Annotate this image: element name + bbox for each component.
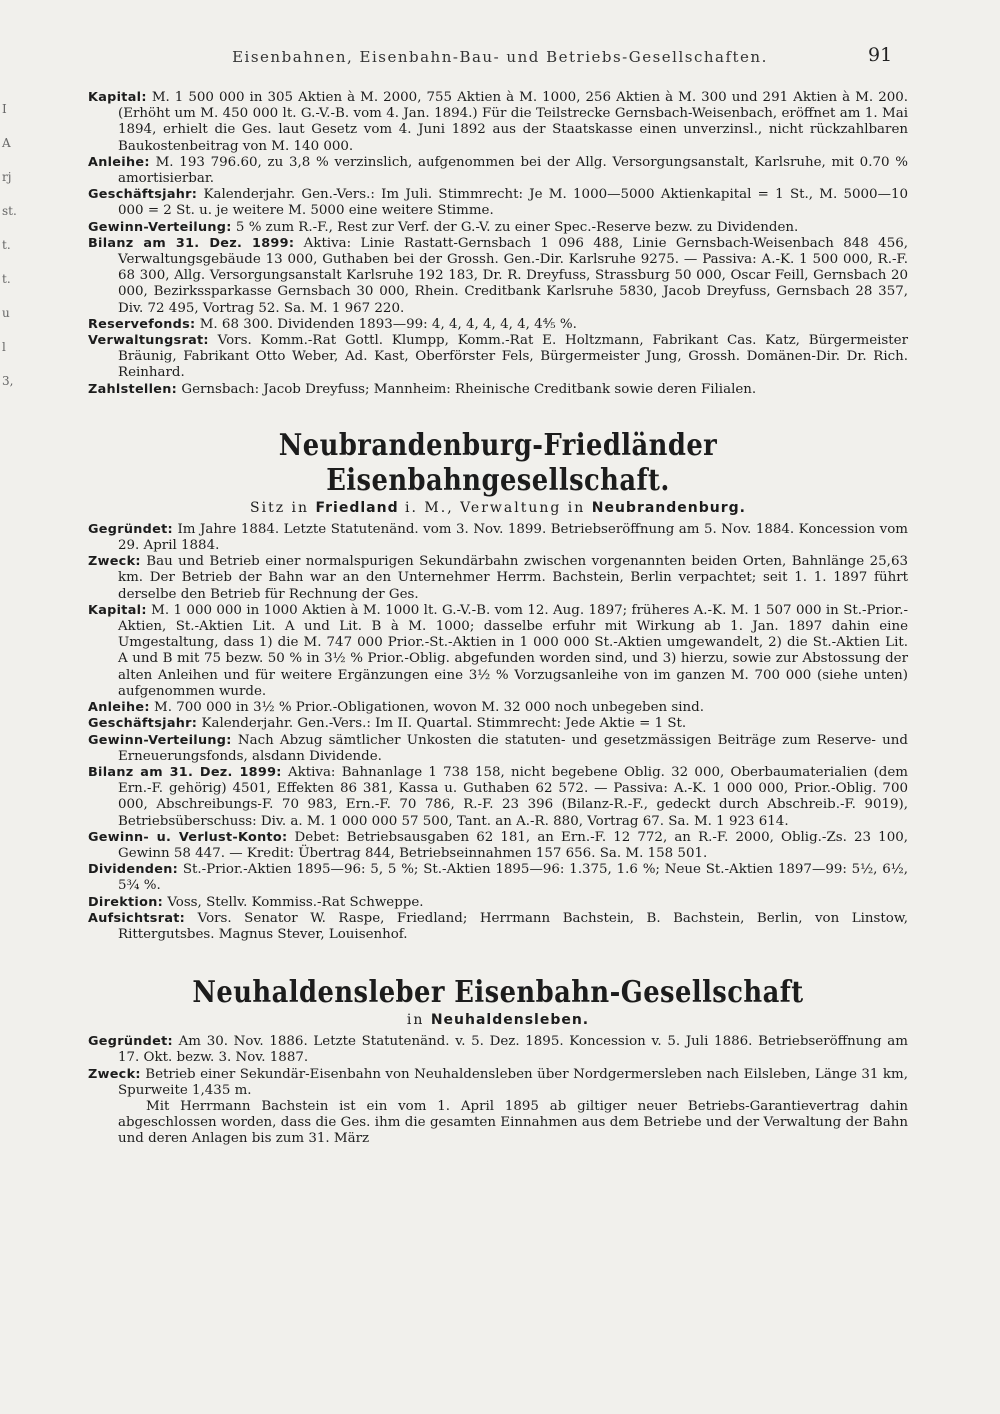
company-title: Neuhaldensleber Eisenbahn-Gesellschaft bbox=[192, 975, 804, 1011]
entry-text: Aktiva: Linie Rastatt-Gernsbach 1 096 488, Linie Gernsbach-Weisenbach 848 456, Verwaltungsgebäude 13 000, Guthaben bei der Grossh. Gen.-Dir. Karlsruhe 9275. — Passiva: A.-K. 1 500 000, R.-F. 68 300, Allg. Versorgungsanstalt Karlsruhe 192 183, Dr. R. Dreyfuss, Strassburg 50 000, Oscar Feill, Gernsbach 20 000, Bezirkssparkasse Gernsbach 30 000, Rhein. Creditbank Karlsruhe 5830, Jacob Dreyfuss, Gernsbach 28 357, Div. 72 495, Vortrag 52. Sa. M. 1 967 220. bbox=[118, 235, 908, 316]
entry-text: M. 1 500 000 in 305 Aktien à M. 2000, 755 Aktien à M. 1000, 256 Aktien à M. 300 und 291 Aktien à M. 200. (Erhöht um M. 450 000 lt. G.-V.-B. vom 4. Jan. 1894.) Für die Teilstrecke Gernsbach-Weisenbach, eröffnet am 1. Mai 1894, erhielt die Ges. laut Gesetz vom 4. Juni 1892 aus der Staatskasse einen unverzinsl., nicht rückzahlbaren Baukostenbeitrag von M. 140 000. bbox=[118, 90, 909, 154]
entry-text: Bau und Betrieb einer normalspurigen Sekundärbahn zwischen vorgenannten beiden Orten, Bahnlänge 25,63 km. Der Betrieb der Bahn war an den Unternehmer Herrm. Bachstein, Berlin verpachtet; seit 1. 1. 1897 führt derselbe den Betrieb für Rechnung der Ges. bbox=[118, 554, 908, 602]
entry-zweck bbox=[88, 1067, 908, 1099]
entry-dividenden bbox=[88, 862, 908, 894]
entry-gewinn-verlust-konto bbox=[88, 830, 908, 862]
entry-bilanz bbox=[88, 236, 908, 317]
entry-label: Gegründet: bbox=[88, 1034, 173, 1050]
entry-label: Geschäftsjahr: bbox=[88, 716, 198, 732]
margin-fragment: t. bbox=[2, 238, 11, 252]
margin-fragment: I bbox=[2, 102, 7, 116]
entry-text: Gernsbach: Jacob Dreyfuss; Mannheim: Rheinische Creditbank sowie deren Filialen. bbox=[181, 381, 757, 397]
entry-gegruendet bbox=[88, 522, 908, 554]
entry-label: Bilanz am 31. Dez. 1899: bbox=[88, 235, 295, 251]
body-paragraph: Mit Herrmann Bachstein ist ein vom 1. April 1895 ab giltiger neuer Betriebs-Garantievertrag dahin abgeschlossen worden, dass die Ges. ihm die gesamten Einnahmen aus dem Betriebe und der Verwaltung der Bahn und deren Anlagen bis zum 31. März bbox=[118, 1098, 908, 1147]
entry-direktion bbox=[88, 895, 908, 911]
margin-fragment: A bbox=[2, 136, 11, 150]
entry-label: Kapital: bbox=[88, 90, 147, 105]
entry-geschaeftsjahr bbox=[88, 187, 908, 219]
entry-text: Kalenderjahr. Gen.-Vers.: Im Juli. Stimmrecht: Je M. 1000—5000 Aktienkapital = 1 St., M. 5000—10 000 = 2 St. u. je weitere M. 5000 eine weitere Stimme. bbox=[118, 187, 908, 219]
entry-text: Vors. Komm.-Rat Gottl. Klumpp, Komm.-Rat E. Holtzmann, Fabrikant Cas. Katz, Bürgermeister Bräunig, Fabrikant Otto Weber, Ad. Kast, Oberförster Fels, Bürgermeister Jung, Grossh. Domänen-Dir. Dr. Rich. Reinhard. bbox=[118, 333, 908, 381]
entry-label: Aufsichtsrat: bbox=[88, 910, 186, 926]
entry-aufsichtsrat bbox=[88, 911, 908, 943]
entry-gewinn-verteilung bbox=[88, 220, 908, 236]
subtitle-middle: i. M., Verwaltung in bbox=[405, 499, 586, 516]
entry-text: Voss, Stellv. Kommiss.-Rat Schweppe. bbox=[167, 894, 424, 910]
entry-text: Debet: Betriebsausgaben 62 181, an Ern.-F. 12 772, an R.-F. 2000, Oblig.-Zs. 23 100, Gewinn 58 447. — Kredit: Übertrag 844, Betriebseinnahmen 157 656. Sa. M. 158 501. bbox=[118, 829, 908, 861]
section-neubrandenburg-friedlaender bbox=[88, 428, 908, 943]
entry-zweck bbox=[88, 554, 908, 603]
entry-label: Geschäftsjahr: bbox=[88, 187, 198, 203]
page-content bbox=[88, 90, 908, 1148]
entry-anleihe bbox=[88, 155, 908, 187]
entry-label: Gewinn-Verteilung: bbox=[88, 732, 232, 748]
subtitle-prefix: Sitz in bbox=[250, 499, 310, 516]
page-number: 91 bbox=[868, 44, 893, 66]
margin-fragment: 3, bbox=[2, 374, 14, 388]
entry-reservefonds bbox=[88, 317, 908, 333]
entry-text: M. 193 796.60, zu 3,8 % verzinslich, aufgenommen bei der Allg. Versorgungsanstalt, Karlsruhe, mit 0.70 % amortisierbar. bbox=[118, 154, 908, 187]
margin-fragment: t. bbox=[2, 272, 11, 286]
entry-text: Betrieb einer Sekundär-Eisenbahn von Neuhaldensleben über Nordgermersleben nach Eilsleben, Länge 31 km, Spurweite 1,435 m. bbox=[118, 1066, 908, 1098]
entry-label: Reservefonds: bbox=[88, 316, 196, 332]
entry-text: Aktiva: Bahnanlage 1 738 158, nicht begebene Oblig. 32 000, Oberbaumaterialien (dem Ern.-F. gehörig) 4501, Effekten 86 381, Kassa u. Guthaben 62 572. — Passiva: A.-K. 1 000 000, Prior.-Oblig. 700 000, Abschreibungs-F. 70 983, Ern.-F. 70 786, R.-F. 23 396 (Bilanz-R.-F., gedeckt durch Abschreib.-F. 9019), Betriebsüberschuss: Div. a. M. 1 000 000 57 500, Tant. an A.-R. 880, Vortrag 67. Sa. M. 1 923 614. bbox=[118, 764, 908, 829]
entry-label: Dividenden: bbox=[88, 862, 179, 878]
section-continued-company bbox=[88, 90, 908, 398]
subtitle-prefix: in bbox=[406, 1012, 425, 1029]
margin-fragments bbox=[2, 92, 16, 398]
entry-text: Nach Abzug sämtlicher Unkosten die statuten- und gesetzmässigen Beiträge zum Reserve- und Erneuerungsfonds, alsdann Dividende. bbox=[118, 732, 908, 764]
entry-text: M. 1 000 000 in 1000 Aktien à M. 1000 lt. G.-V.-B. vom 12. Aug. 1897; früheres A.-K. M. 1 507 000 in St.-Prior.-Aktien, St.-Aktien Lit. A und Lit. B à M. 1000; dasselbe erfuhr mit Wirkung ab 1. Jan. 1897 dahin eine Umgestaltung, dass 1) die M. 747 000 Prior.-St.-Aktien in 1 000 000 St.-Aktien umgewandelt, 2) die St.-Aktien Lit. A und B mit 75 bezw. 50 % in 3½ % Prior.-Oblig. abgefunden worden sind, und 3) hierzu, sowie zur Abstossung der alten Anleihen und für weitere Ergänzungen eine 3½ % Vorzugsanleihe von im ganzen M. 700 000 (siehe unten) aufgenommen wurde. bbox=[118, 602, 908, 699]
margin-fragment: l bbox=[2, 340, 6, 354]
entry-geschaeftsjahr bbox=[88, 716, 908, 732]
entry-text: M. 700 000 in 3½ % Prior.-Obligationen, wovon M. 32 000 noch unbegeben sind. bbox=[154, 700, 705, 716]
entry-label: Bilanz am 31. Dez. 1899: bbox=[88, 764, 282, 780]
entry-gegruendet bbox=[88, 1034, 908, 1066]
margin-fragment: u bbox=[2, 306, 10, 320]
entry-text: Vors. Senator W. Raspe, Friedland; Herrmann Bachstein, B. Bachstein, Berlin, von Linstow, Rittergutsbes. Magnus Stever, Louisenhof. bbox=[118, 910, 908, 942]
entry-label: Zweck: bbox=[88, 1066, 141, 1082]
entry-label: Direktion: bbox=[88, 894, 164, 910]
entry-label: Zahlstellen: bbox=[88, 381, 178, 397]
entry-label: Anleihe: bbox=[88, 154, 150, 170]
entry-text: Kalenderjahr. Gen.-Vers.: Im II. Quartal. Stimmrecht: Jede Aktie = 1 St. bbox=[201, 716, 687, 732]
company-seat: Friedland bbox=[315, 499, 399, 516]
entry-text: M. 68 300. Dividenden 1893—99: 4, 4, 4, 4, 4, 4, 4⅘ %. bbox=[199, 316, 577, 332]
company-subtitle bbox=[88, 500, 908, 516]
entry-text: Am 30. Nov. 1886. Letzte Statutenänd. v. 5. Dez. 1895. Koncession v. 5. Juli 1886. Betriebseröffnung am 17. Okt. bezw. 3. Nov. 1887. bbox=[118, 1034, 908, 1066]
company-admin-seat: Neubrandenburg. bbox=[591, 499, 746, 516]
entry-label: Zweck: bbox=[88, 554, 141, 570]
entry-gewinn-verteilung bbox=[88, 733, 908, 765]
margin-fragment: rj bbox=[2, 170, 12, 184]
running-head: Eisenbahnen, Eisenbahn-Bau- und Betriebs-Gesellschaften. bbox=[232, 48, 768, 66]
entry-bilanz bbox=[88, 765, 908, 830]
entry-text: St.-Prior.-Aktien 1895—96: 5, 5 %; St.-Aktien 1895—96: 1.375, 1.6 %; Neue St.-Aktien 1897—99: 5½, 6½, 5¾ %. bbox=[118, 862, 908, 894]
entry-label: Verwaltungsrat: bbox=[88, 333, 209, 349]
entry-zahlstellen bbox=[88, 382, 908, 398]
entry-verwaltungsrat bbox=[88, 333, 908, 382]
company-subtitle bbox=[88, 1012, 908, 1028]
entry-label: Gewinn-Verteilung: bbox=[88, 219, 232, 235]
entry-label: Anleihe: bbox=[88, 700, 150, 716]
entry-text: 5 % zum R.-F., Rest zur Verf. der G.-V. zu einer Spec.-Reserve bezw. zu Dividenden. bbox=[235, 219, 799, 235]
entry-label: Gegründet: bbox=[88, 521, 173, 537]
section-neuhaldensleber bbox=[88, 975, 908, 1147]
company-seat: Neuhaldensleben. bbox=[430, 1012, 590, 1029]
company-title: Neubrandenburg-Friedländer Eisenbahngesellschaft. bbox=[278, 427, 718, 498]
entry-kapital bbox=[88, 90, 908, 155]
entry-label: Gewinn- u. Verlust-Konto: bbox=[88, 829, 288, 845]
margin-fragment: st. bbox=[2, 204, 17, 218]
entry-anleihe bbox=[88, 700, 908, 716]
entry-text: Im Jahre 1884. Letzte Statutenänd. vom 3. Nov. 1899. Betriebseröffnung am 5. Nov. 1884. Koncession vom 29. April 1884. bbox=[118, 521, 908, 554]
entry-label: Kapital: bbox=[88, 602, 147, 618]
entry-kapital bbox=[88, 603, 908, 700]
